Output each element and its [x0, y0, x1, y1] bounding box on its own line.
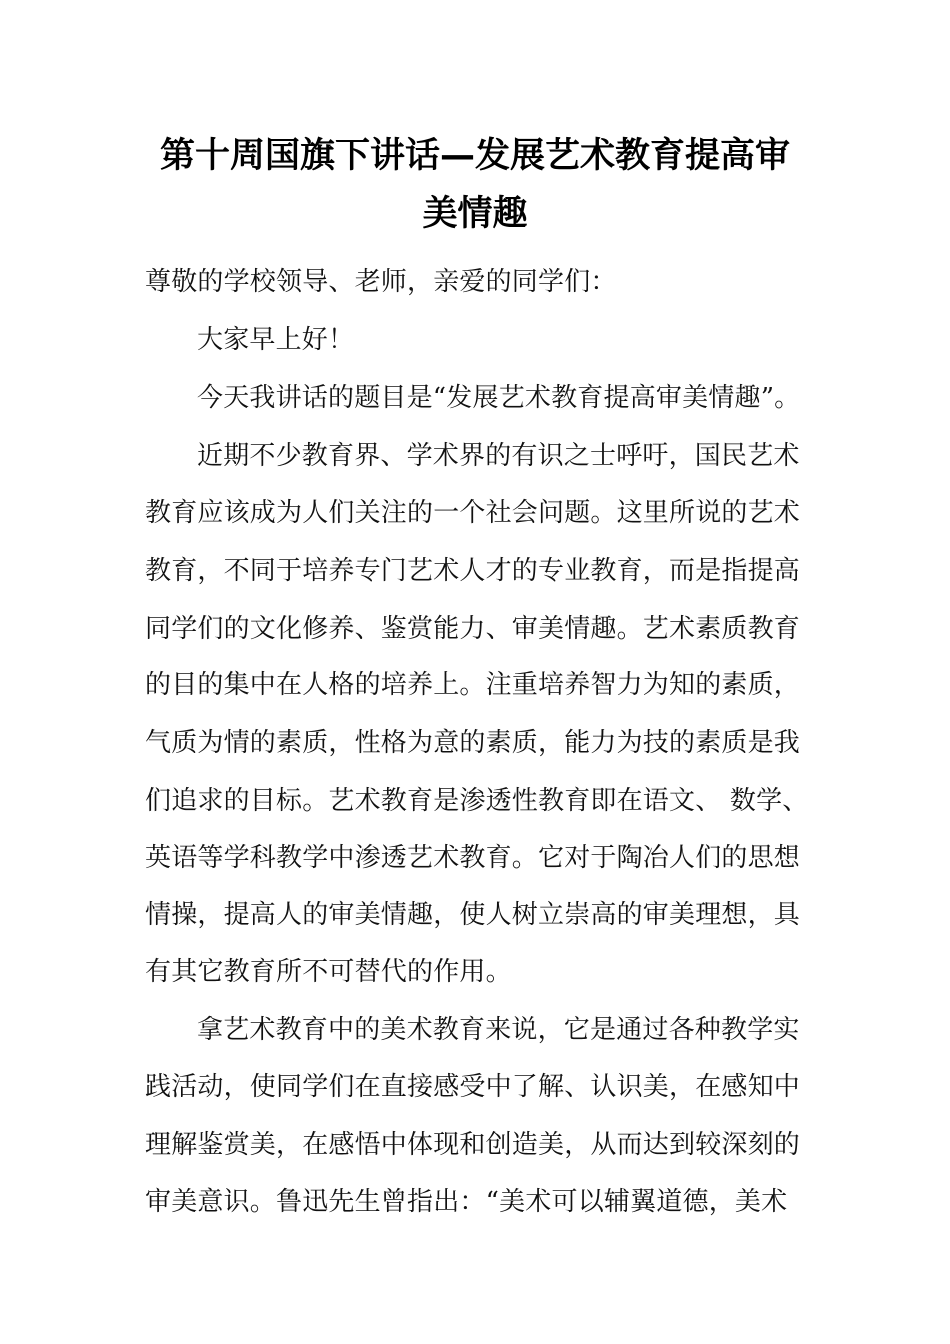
topic-line: 今天我讲话的题目是“发展艺术教育提高审美情趣”。	[197, 383, 801, 413]
paragraph-1-line: 同学们的文化修养、鉴赏能力、审美情趣。艺术素质教育	[145, 614, 801, 644]
paragraph-1-line: 教育应该成为人们关注的一个社会问题。这里所说的艺术	[145, 498, 801, 528]
paragraph-1-line: 英语等学科教学中渗透艺术教育。它对于陶冶人们的思想	[145, 843, 801, 873]
paragraph-2-line: 理解鉴赏美，在感悟中体现和创造美，从而达到较深刻的	[145, 1130, 801, 1160]
paragraph-2-line: 拿艺术教育中的美术教育来说，它是通过各种教学实	[197, 1015, 800, 1045]
opening-line: 大家早上好！	[197, 325, 355, 355]
paragraph-1-line: 情操，提高人的审美情趣，使人树立崇高的审美理想，具	[145, 900, 801, 930]
paragraph-2-line: 践活动，使同学们在直接感受中了解、认识美，在感知中	[145, 1072, 801, 1102]
paragraph-1-line: 有其它教育所不可替代的作用。	[145, 957, 512, 987]
document-title-line-1: 第十周国旗下讲话—发展艺术教育提高审	[159, 136, 790, 176]
paragraph-1-line: 气质为情的素质，性格为意的素质，能力为技的素质是我	[145, 728, 801, 758]
greeting-line: 尊敬的学校领导、老师，亲爱的同学们：	[145, 267, 617, 297]
paragraph-2-line: 审美意识。鲁迅先生曾指出：“美术可以辅翼道德，美术	[145, 1187, 788, 1217]
paragraph-1-line: 近期不少教育界、学术界的有识之士呼吁，国民艺术	[197, 441, 800, 471]
paragraph-1-line: 们追求的目标。艺术教育是渗透性教育即在语文、 数学、	[145, 786, 809, 816]
paragraph-1-line: 教育，不同于培养专门艺术人才的专业教育，而是指提高	[145, 556, 801, 586]
document-title-line-2: 美情趣	[422, 194, 528, 234]
paragraph-1-line: 的目的集中在人格的培养上。注重培养智力为知的素质，	[145, 670, 801, 700]
